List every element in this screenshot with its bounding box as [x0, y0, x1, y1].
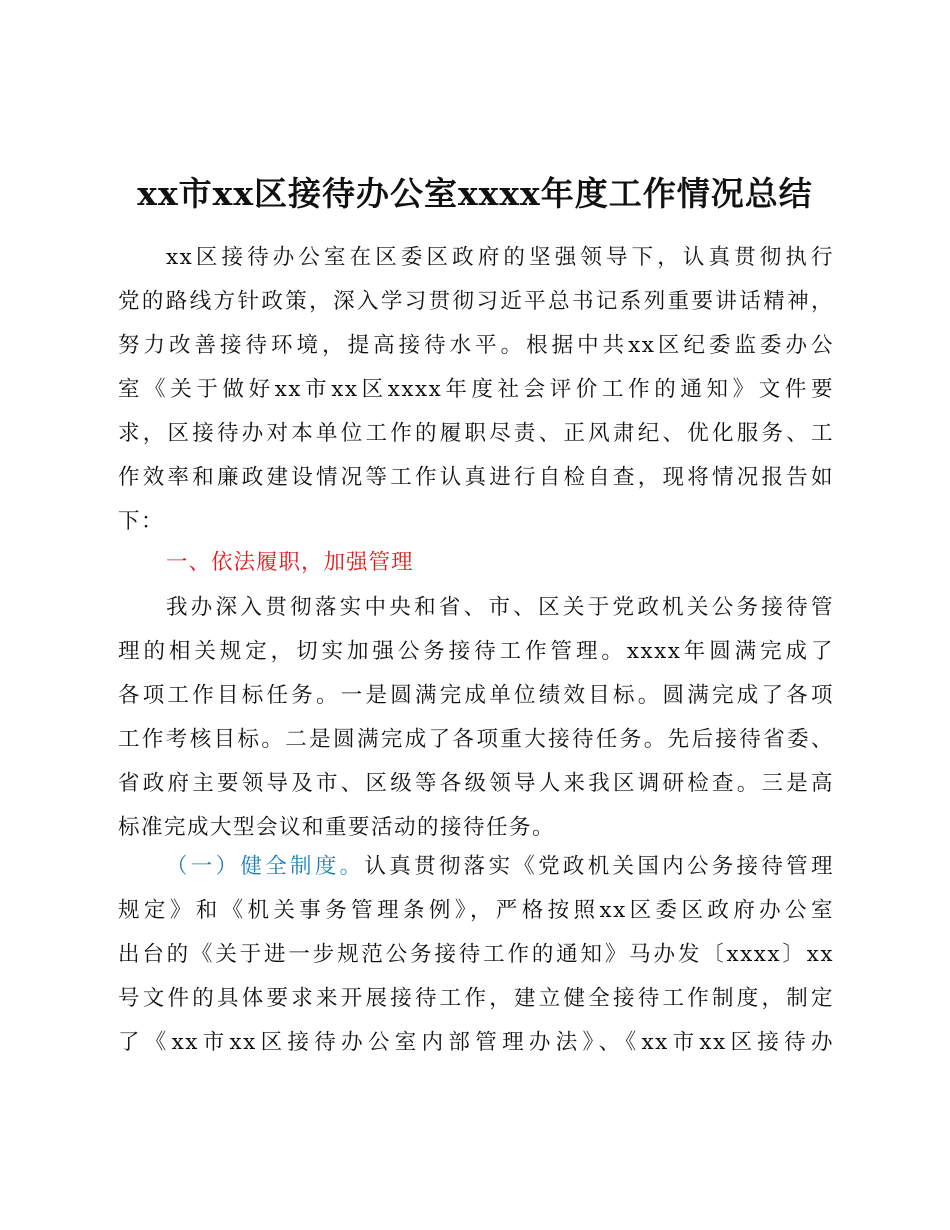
paragraph-line [166, 852, 834, 882]
paragraph-line: 省政府主要领导及市、区级等各级领导人来我区调研检查。三是高 [118, 771, 834, 796]
paragraph-line: 努力改善接待环境，提高接待水平。根据中共xx区纪委监委办公 [118, 333, 834, 358]
paragraph-line: 工作考核目标。二是圆满完成了各项重大接待任务。先后接待省委、 [118, 727, 834, 752]
document-title: xx市xx区接待办公室xxxx年度工作情况总结 [137, 174, 813, 213]
paragraph-line: xx区接待办公室在区委区政府的坚强领导下，认真贯彻执行 [166, 245, 834, 270]
paragraph-line: 出台的《关于进一步规范公务接待工作的通知》马办发〔xxxx〕xx [118, 942, 834, 967]
paragraph-line: 标准完成大型会议和重要活动的接待任务。 [118, 815, 556, 840]
section-heading: 一、依法履职，加强管理 [166, 550, 414, 575]
paragraph-line: 党的路线方针政策，深入学习贯彻习近平总书记系列重要讲话精神， [118, 289, 834, 314]
paragraph-line: 求，区接待办对本单位工作的履职尽责、正风肃纪、优化服务、工 [118, 421, 834, 446]
paragraph-line: 我办深入贯彻落实中央和省、市、区关于党政机关公务接待管 [166, 595, 834, 620]
paragraph-line: 下： [118, 509, 165, 534]
paragraph-line: 规定》和《机关事务管理条例》，严格按照xx区委区政府办公室 [118, 898, 834, 923]
paragraph-line: 号文件的具体要求来开展接待工作，建立健全接待工作制度，制定 [118, 986, 834, 1011]
paragraph-line: 理的相关规定，切实加强公务接待工作管理。xxxx年圆满完成了 [118, 639, 834, 664]
paragraph-text: 认真贯彻落实《党政机关国内公务接待管理 [364, 854, 834, 879]
paragraph-line: 室《关于做好xx市xx区xxxx年度社会评价工作的通知》文件要 [118, 377, 834, 402]
subsection-heading: （一）健全制度。 [166, 854, 365, 879]
paragraph-line: 各项工作目标任务。一是圆满完成单位绩效目标。圆满完成了各项 [118, 683, 834, 708]
paragraph-line: 了《xx市xx区接待办公室内部管理办法》、《xx市xx区接待办 [118, 1030, 834, 1055]
paragraph-line: 作效率和廉政建设情况等工作认真进行自检自查，现将情况报告如 [118, 465, 834, 490]
